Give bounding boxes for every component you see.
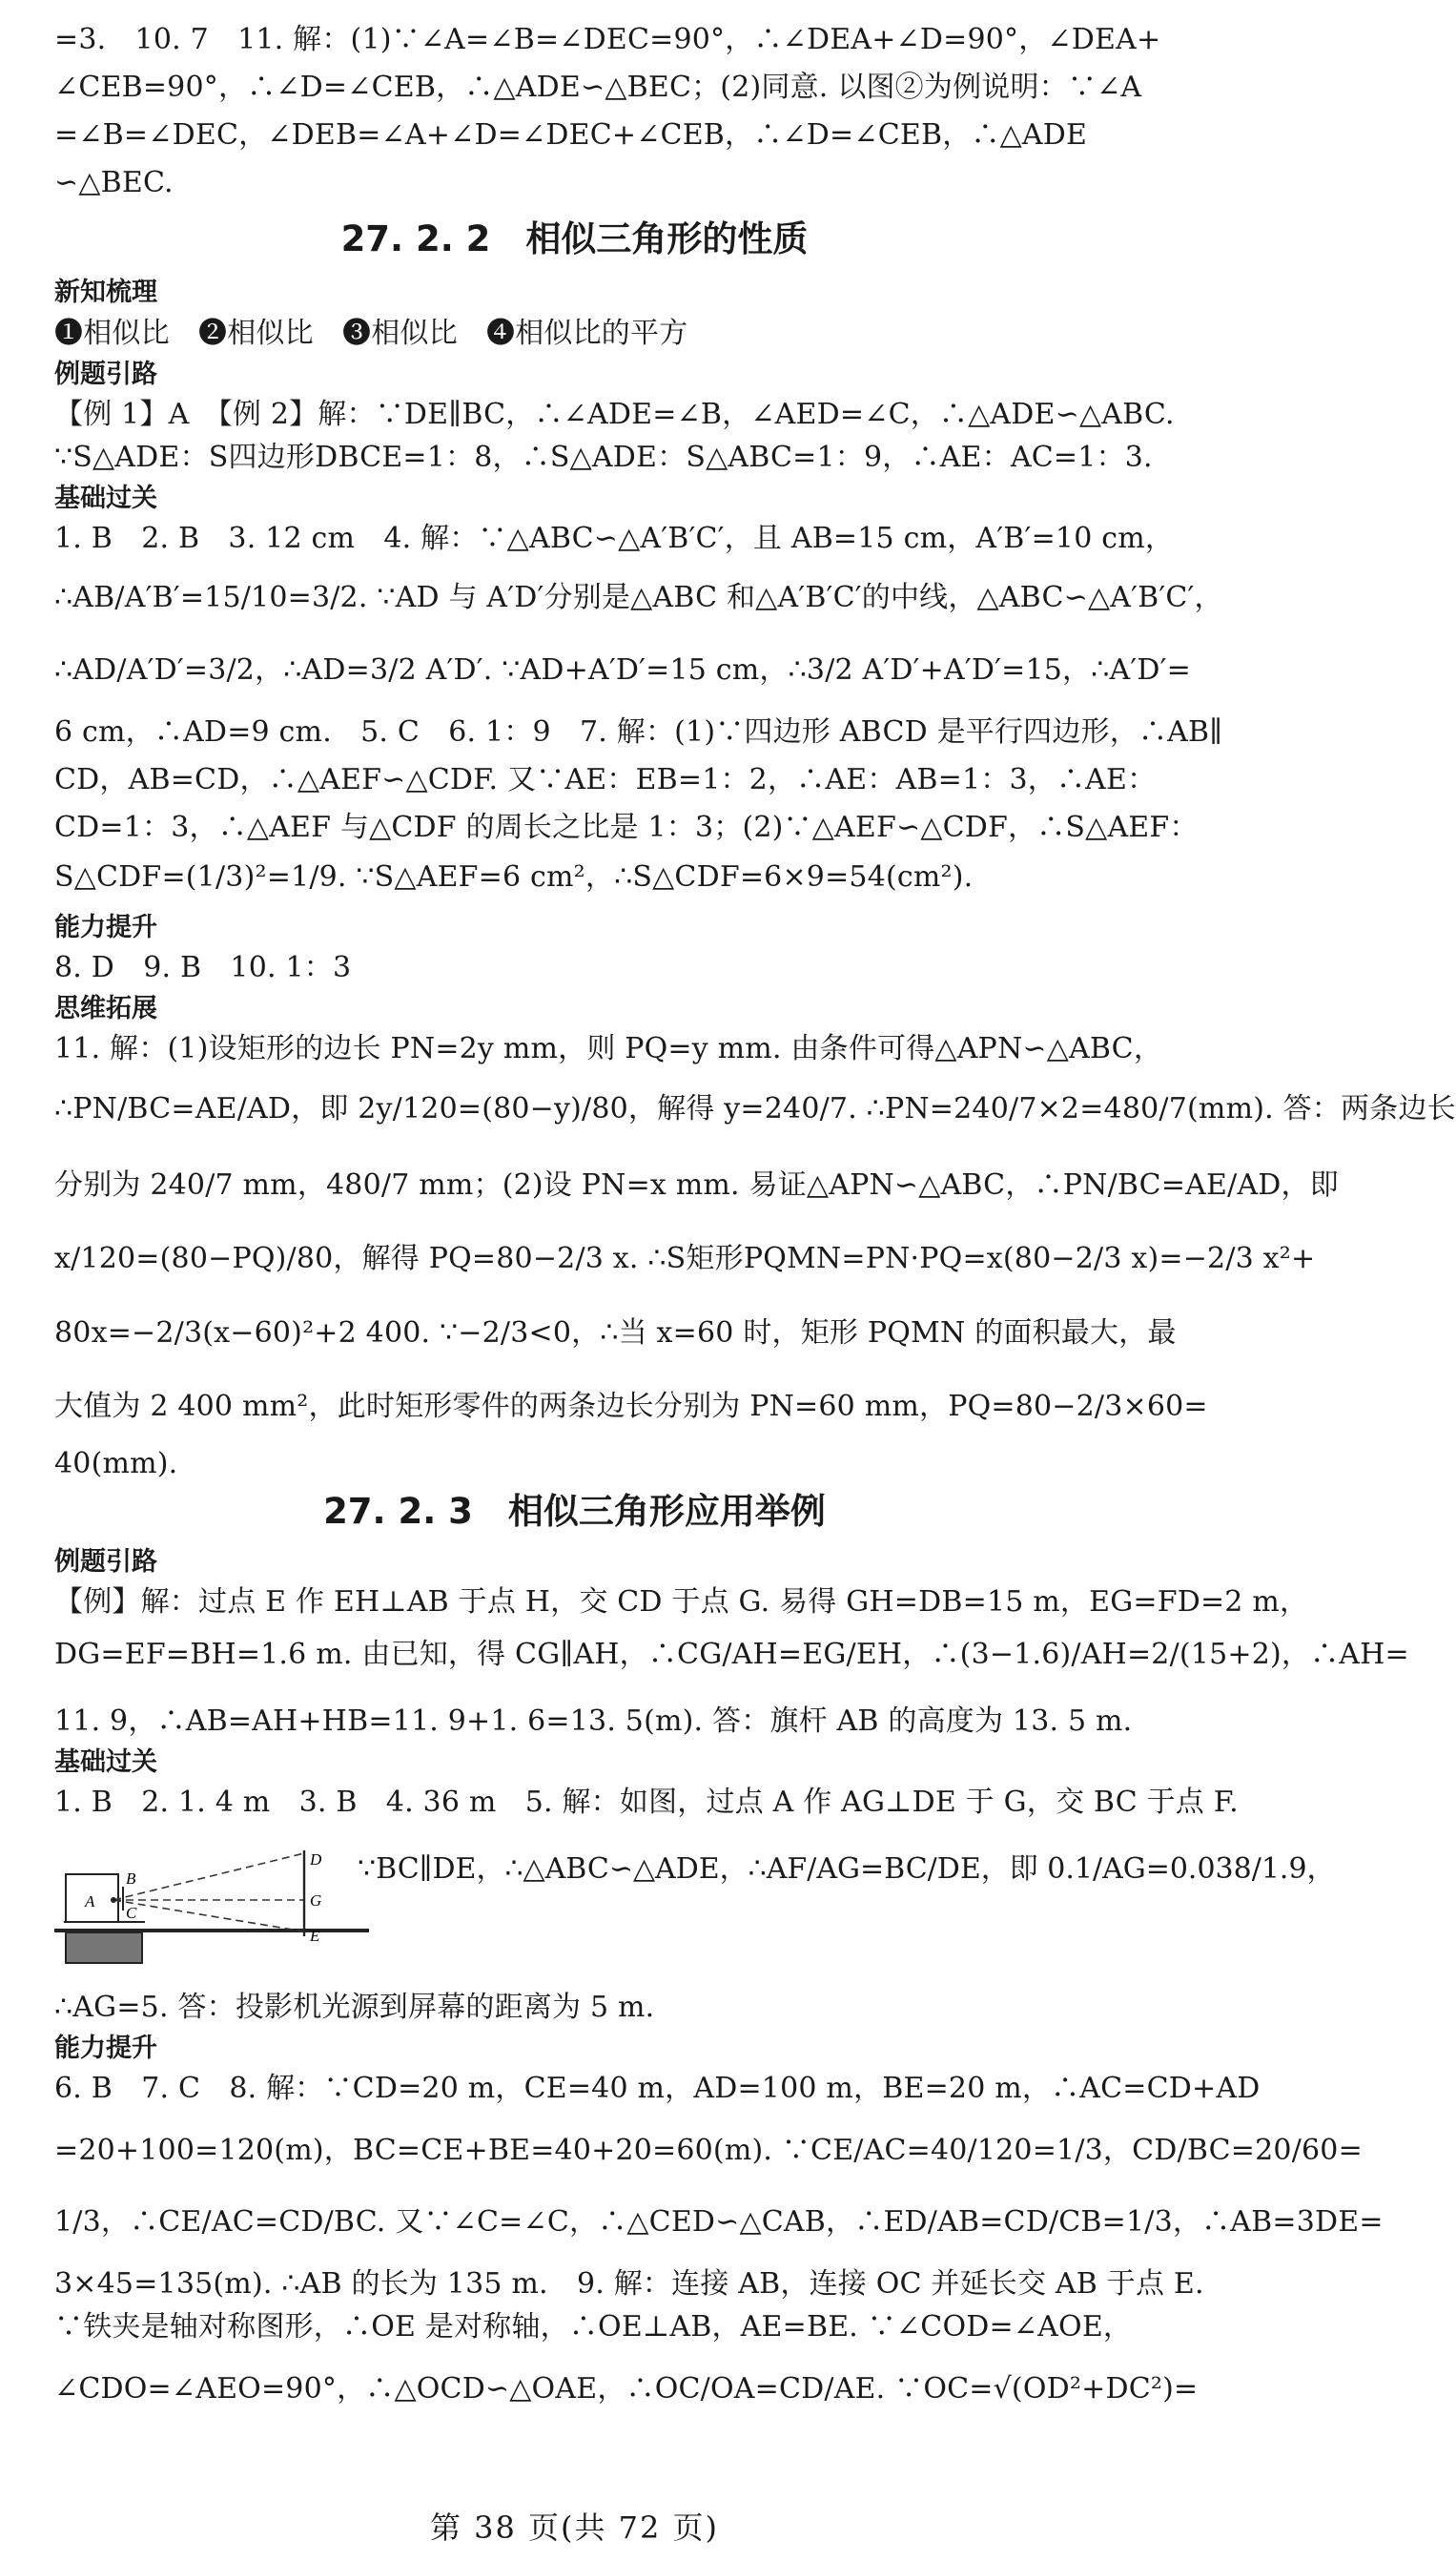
label-g: G bbox=[310, 1891, 322, 1910]
text-line: x/120=(80−PQ)/80，解得 PQ=80−2/3 x. ∴S矩形PQMN=PN·PQ=x(80−2/3 x)=−2/3 x²+ bbox=[54, 1242, 1316, 1275]
text-line: =∠B=∠DEC，∠DEB=∠A+∠D=∠DEC+∠CEB，∴∠D=∠CEB，∴△ADE bbox=[54, 118, 1088, 152]
text-line: 【例 1】A 【例 2】解：∵DE∥BC，∴∠ADE=∠B，∠AED=∠C，∴△ADE∽△ABC. bbox=[54, 398, 1175, 431]
text-line: 80x=−2/3(x−60)²+2 400. ∵−2/3<0，∴当 x=60 时，矩形 PQMN 的面积最大，最 bbox=[54, 1316, 1177, 1350]
text-line: 40(mm). bbox=[54, 1447, 178, 1480]
text-line: 大值为 2 400 mm²，此时矩形零件的两条边长分别为 PN=60 mm，PQ=80−2/3×60= bbox=[54, 1390, 1208, 1423]
text-line: 1. B 2. 1. 4 m 3. B 4. 36 m 5. 解：如图，过点 A 作 AG⊥DE 于 G，交 BC 于点 F. bbox=[54, 1786, 1239, 1819]
text-line: ∵铁夹是轴对称图形，∴OE 是对称轴，∴OE⊥AB，AE=BE. ∵∠COD=∠AOE， bbox=[54, 2310, 1133, 2344]
label-e: E bbox=[310, 1927, 320, 1945]
subsection-heading: 能力提升 bbox=[54, 913, 157, 942]
text-line: 【例】解：过点 E 作 EH⊥AB 于点 H，交 CD 于点 G. 易得 GH=DB=15 m，EG=FD=2 m， bbox=[54, 1585, 1309, 1619]
section-title: 27. 2. 2 相似三角形的性质 bbox=[340, 218, 809, 259]
text-line: DG=EF=BH=1.6 m. 由已知，得 CG∥AH，∴CG/AH=EG/EH，∴(3−1.6)/AH=2/(15+2)，∴AH= bbox=[54, 1638, 1409, 1671]
text-line: ∠CEB=90°，∴∠D=∠CEB，∴△ADE∽△BEC；(2)同意. 以图②为例说明：∵∠A bbox=[54, 71, 1142, 104]
subsection-heading: 例题引路 bbox=[54, 1547, 157, 1577]
beam-lower bbox=[113, 1900, 304, 1931]
text-line: ❶相似比 ❷相似比 ❸相似比 ❹相似比的平方 bbox=[54, 317, 688, 350]
text-line: 1/3，∴CE/AC=CD/BC. 又∵∠C=∠C，∴△CED∽△CAB，∴ED/AB=CD/CB=1/3，∴AB=3DE= bbox=[54, 2205, 1384, 2239]
text-line: 分别为 240/7 mm，480/7 mm；(2)设 PN=x mm. 易证△APN∽△ABC，∴PN/BC=AE/AD，即 bbox=[54, 1168, 1339, 1202]
label-b: B bbox=[126, 1869, 136, 1888]
subsection-heading: 思维拓展 bbox=[54, 994, 157, 1023]
text-line: =3. 10. 7 11. 解：(1)∵∠A=∠B=∠DEC=90°，∴∠DEA+∠D=90°，∠DEA+ bbox=[54, 23, 1161, 56]
text-line: 11. 解：(1)设矩形的边长 PN=2y mm，则 PQ=y mm. 由条件可得△APN∽△ABC， bbox=[54, 1032, 1163, 1065]
page-footer: 第 38 页(共 72 页) bbox=[429, 2509, 720, 2546]
text-line: ∵S△ADE：S四边形DBCE=1：8，∴S△ADE：S△ABC=1：9，∴AE：AC=1：3. bbox=[54, 441, 1153, 474]
text-line: =20+100=120(m)，BC=CE+BE=40+20=60(m). ∵CE/AC=40/120=1/3，CD/BC=20/60= bbox=[54, 2134, 1363, 2167]
subsection-heading: 新知梳理 bbox=[54, 278, 157, 307]
table-block bbox=[66, 1932, 142, 1963]
text-line: S△CDF=(1/3)²=1/9. ∵S△AEF=6 cm²，∴S△CDF=6×9=54(cm²). bbox=[54, 860, 974, 894]
text-line: CD=1：3，∴△AEF 与△CDF 的周长之比是 1：3；(2)∵△AEF∽△CDF，∴S△AEF： bbox=[54, 811, 1199, 844]
section-title: 27. 2. 3 相似三角形应用举例 bbox=[323, 1491, 826, 1532]
text-line: 1. B 2. B 3. 12 cm 4. 解：∵△ABC∽△A′B′C′，且 AB=15 cm，A′B′=10 cm， bbox=[54, 522, 1175, 555]
text-line: ∴AD/A′D′=3/2，∴AD=3/2 A′D′. ∵AD+A′D′=15 cm，∴3/2 A′D′+A′D′=15，∴A′D′= bbox=[54, 653, 1192, 687]
text-line: 3×45=135(m). ∴AB 的长为 135 m. 9. 解：连接 AB，连接 OC 并延长交 AB 于点 E. bbox=[54, 2267, 1204, 2301]
text-line: ∴AG=5. 答：投影机光源到屏幕的距离为 5 m. bbox=[54, 1991, 655, 2024]
text-line: ∵BC∥DE，∴△ABC∽△ADE，∴AF/AG=BC/DE，即 0.1/AG=0.038/1.9， bbox=[358, 1852, 1336, 1886]
text-line: ∽△BEC. bbox=[54, 166, 174, 199]
light-source-point bbox=[111, 1897, 116, 1903]
subsection-heading: 例题引路 bbox=[54, 360, 157, 389]
text-line: 11. 9，∴AB=AH+HB=11. 9+1. 6=13. 5(m). 答：旗杆 AB 的高度为 13. 5 m. bbox=[54, 1704, 1133, 1738]
label-a: A bbox=[85, 1892, 95, 1910]
text-line: 6 cm，∴AD=9 cm. 5. C 6. 1：9 7. 解：(1)∵四边形 ABCD 是平行四边形，∴AB∥ bbox=[54, 715, 1223, 749]
text-line: CD，AB=CD，∴△AEF∽△CDF. 又∵AE：EB=1：2，∴AE：AB=1：3，∴AE： bbox=[54, 763, 1157, 796]
label-c: C bbox=[126, 1904, 137, 1922]
text-line: 8. D 9. B 10. 1：3 bbox=[54, 951, 352, 984]
text-line: ∠CDO=∠AEO=90°，∴△OCD∽△OAE，∴OC/OA=CD/AE. ∵OC=√(OD²+DC²)= bbox=[54, 2372, 1199, 2406]
text-line: 6. B 7. C 8. 解：∵CD=20 m，CE=40 m，AD=100 m，BE=20 m，∴AC=CD+AD bbox=[54, 2072, 1261, 2105]
text-line: ∴PN/BC=AE/AD，即 2y/120=(80−y)/80，解得 y=240/7. ∴PN=240/7×2=480/7(mm). 答：两条边长 bbox=[54, 1092, 1456, 1126]
projector-diagram bbox=[54, 1846, 369, 1965]
subsection-heading: 基础过关 bbox=[54, 484, 157, 513]
subsection-heading: 基础过关 bbox=[54, 1747, 157, 1777]
beam-upper bbox=[113, 1853, 304, 1900]
subsection-heading: 能力提升 bbox=[54, 2034, 157, 2063]
text-line: ∴AB/A′B′=15/10=3/2. ∵AD 与 A′D′分别是△ABC 和△A′B′C′的中线，△ABC∽△A′B′C′， bbox=[54, 581, 1223, 614]
label-d: D bbox=[310, 1850, 322, 1869]
